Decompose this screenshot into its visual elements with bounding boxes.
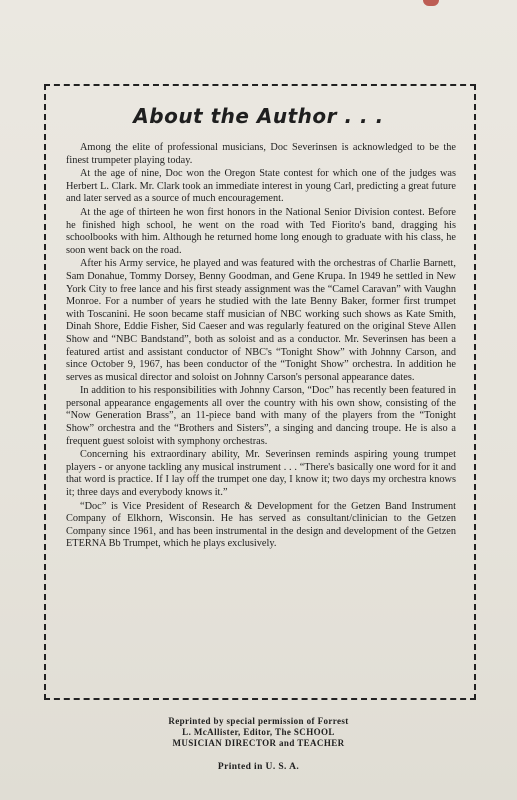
- credits-line-1: Reprinted by special permission of Forrest: [168, 716, 349, 726]
- paragraph-own-show: In addition to his responsibilities with Johnny Carson, “Doc” has recently been featured in personal appearance engagements all over the country with his own show, consisting of the “Now Generation Brass”, an 11-piece band with many of the players from the “Tonight Show” orchestra and the “Brothers and Sisters”, a singing and dancing troupe. He is also a frequent guest soloist with symphony orchestras.: [66, 385, 456, 447]
- credits-line-3: MUSICIAN DIRECTOR and TEACHER: [172, 738, 345, 748]
- paragraph-age-nine: At the age of nine, Doc won the Oregon State contest for which one of the judges was Herbert L. Clark. Mr. Clark took an immediate interest in young Carl, predicting a great future and later served as a source of much encouragement.: [66, 168, 456, 205]
- page-title: About the Author . . .: [133, 104, 384, 128]
- paragraph-age-thirteen: At the age of thirteen he won first honors in the National Senior Division contest. Before he finished high school, he went on the road with Ted Fiorito's band, dragging his schoolbooks with him. Although he returned home long enough to graduate with his class, he soon went back on the road.: [66, 206, 456, 256]
- paragraph-getzen: “Doc” is Vice President of Research & Development for the Getzen Band Instrument Company of Elkhorn, Wisconsin. He has served as consultant/clinician to the Getzen Company since 1961, and has been instrumental in the design and development of the Getzen ETERNA Bb Trumpet, which he plays exclusively.: [66, 500, 456, 550]
- credits-line-2: L. McAllister, Editor, The SCHOOL: [182, 727, 335, 737]
- reprint-credits: [0, 716, 517, 749]
- paragraph-intro: Among the elite of professional musicians, Doc Severinsen is acknowledged to be the finest trumpeter playing today.: [66, 142, 456, 166]
- paragraph-practice-quote: Concerning his extraordinary ability, Mr. Severinsen reminds aspiring young trumpet players - or anyone tackling any musical instrument . . . “There's basically one word for it and that word is practice. If I lay off the trumpet one day, I know it; two days my orchestra knows it; three days and everybody knows it.”: [66, 449, 456, 499]
- corner-stain: [423, 0, 439, 6]
- author-bio-article: [66, 142, 456, 552]
- printed-in-usa: Printed in U. S. A.: [217, 762, 300, 772]
- paragraph-career: After his Army service, he played and was featured with the orchestras of Charlie Barnett, Sam Donahue, Tommy Dorsey, Benny Goodman, and Gene Krupa. In 1949 he settled in New York City to free lance and his first steady assignment was the “Camel Caravan” with Vaughn Monroe. For a number of years he studied with the late Benny Baker, former first trumpet with Toscanini. He soon became staff musician of NBC working such shows as Kate Smith, Dinah Shore, Eddie Fisher, Sid Caeser and was regularly featured on the original Steve Allen Show and “NBC Bandstand”, both as soloist and as a conductor. Mr. Severinsen has been a featured artist and assistant conductor of NBC's “Tonight Show” with Johnny Carson, and since October 9, 1967, has been conductor of the “Tonight Show” orchestra. In addition he serves as musical director and soloist on Johnny Carson's personal appearance dates.: [66, 258, 456, 383]
